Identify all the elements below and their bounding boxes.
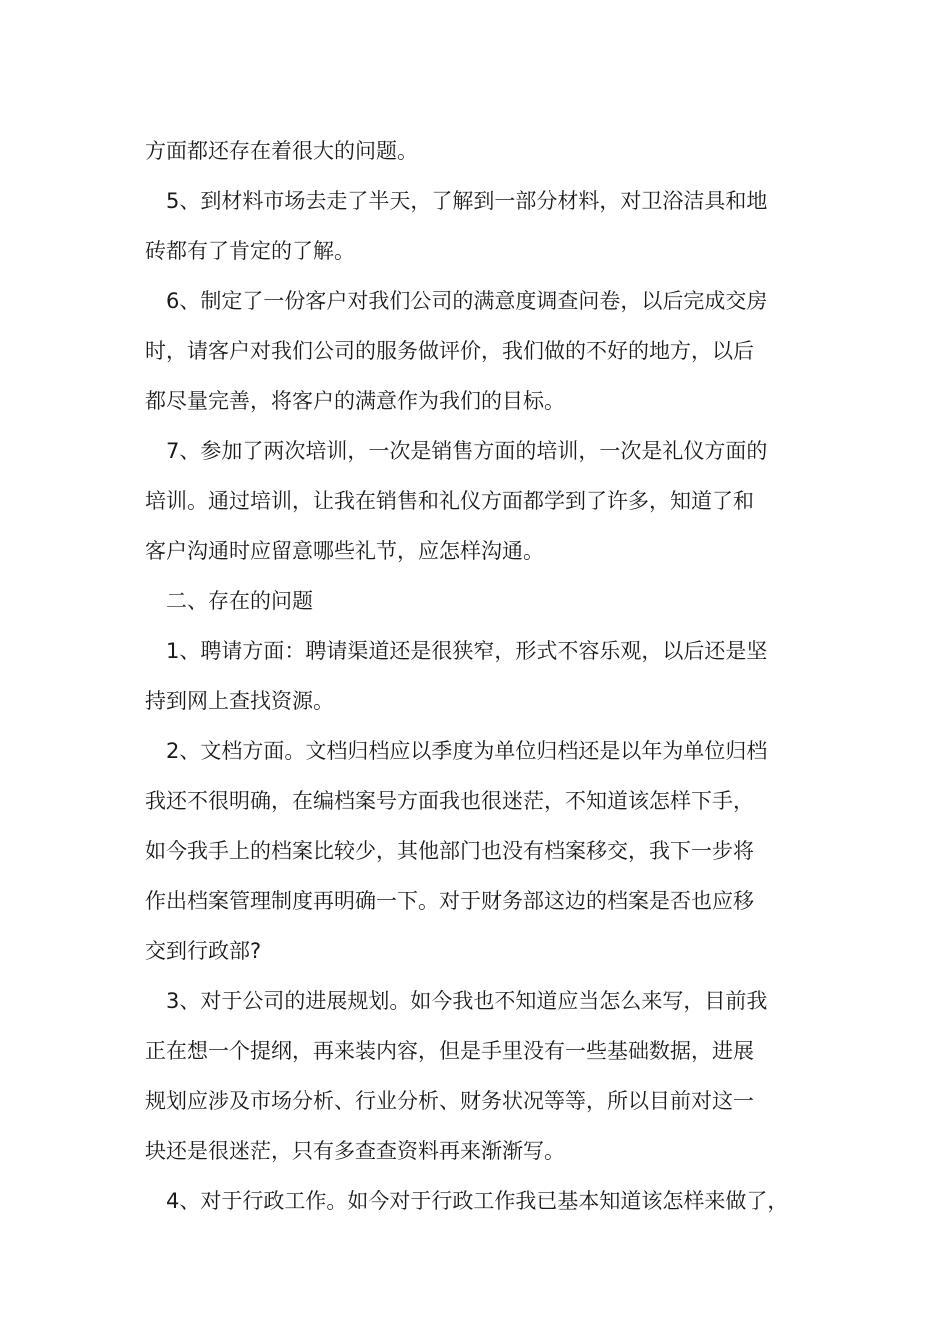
text-line: 4、对于行政工作。如今对于行政工作我已基本知道该怎样来做了， xyxy=(166,1189,789,1213)
section-heading: 二、存在的问题 xyxy=(166,589,313,613)
text-line: 5、到材料市场去走了半天，了解到一部分材料，对卫浴洁具和地 xyxy=(166,189,768,213)
text-line: 如今我手上的档案比较少，其他部门也没有档案移交，我下一步将 xyxy=(145,839,754,863)
text-line: 6、制定了一份客户对我们公司的满意度调查问卷，以后完成交房 xyxy=(166,289,768,313)
text-line: 正在想一个提纲，再来装内容，但是手里没有一些基础数据，进展 xyxy=(145,1039,754,1063)
text-line: 我还不很明确，在编档案号方面我也很迷茫，不知道该怎样下手， xyxy=(145,789,754,813)
text-line: 1、聘请方面：聘请渠道还是很狭窄，形式不容乐观，以后还是坚 xyxy=(166,639,768,663)
text-line: 客户沟通时应留意哪些礼节，应怎样沟通。 xyxy=(145,539,544,563)
text-line: 都尽量完善，将客户的满意作为我们的目标。 xyxy=(145,389,565,413)
text-line: 7、参加了两次培训，一次是销售方面的培训，一次是礼仪方面的 xyxy=(166,439,768,463)
text-line: 2、文档方面。文档归档应以季度为单位归档还是以年为单位归档 xyxy=(166,739,768,763)
text-line: 交到行政部? xyxy=(145,939,262,963)
text-line: 方面都还存在着很大的问题。 xyxy=(145,139,418,163)
text-line: 时，请客户对我们公司的服务做评价，我们做的不好的地方，以后 xyxy=(145,339,754,363)
text-line: 持到网上查找资源。 xyxy=(145,689,334,713)
text-line: 规划应涉及市场分析、行业分析、财务状况等等，所以目前对这一 xyxy=(145,1089,754,1113)
text-line: 块还是很迷茫，只有多查查资料再来渐渐写。 xyxy=(145,1139,565,1163)
text-line: 砖都有了肯定的了解。 xyxy=(145,239,355,263)
text-line: 作出档案管理制度再明确一下。对于财务部这边的档案是否也应移 xyxy=(145,889,754,913)
text-line: 3、对于公司的进展规划。如今我也不知道应当怎么来写，目前我 xyxy=(166,989,768,1013)
text-line: 培训。通过培训，让我在销售和礼仪方面都学到了许多，知道了和 xyxy=(145,489,754,513)
